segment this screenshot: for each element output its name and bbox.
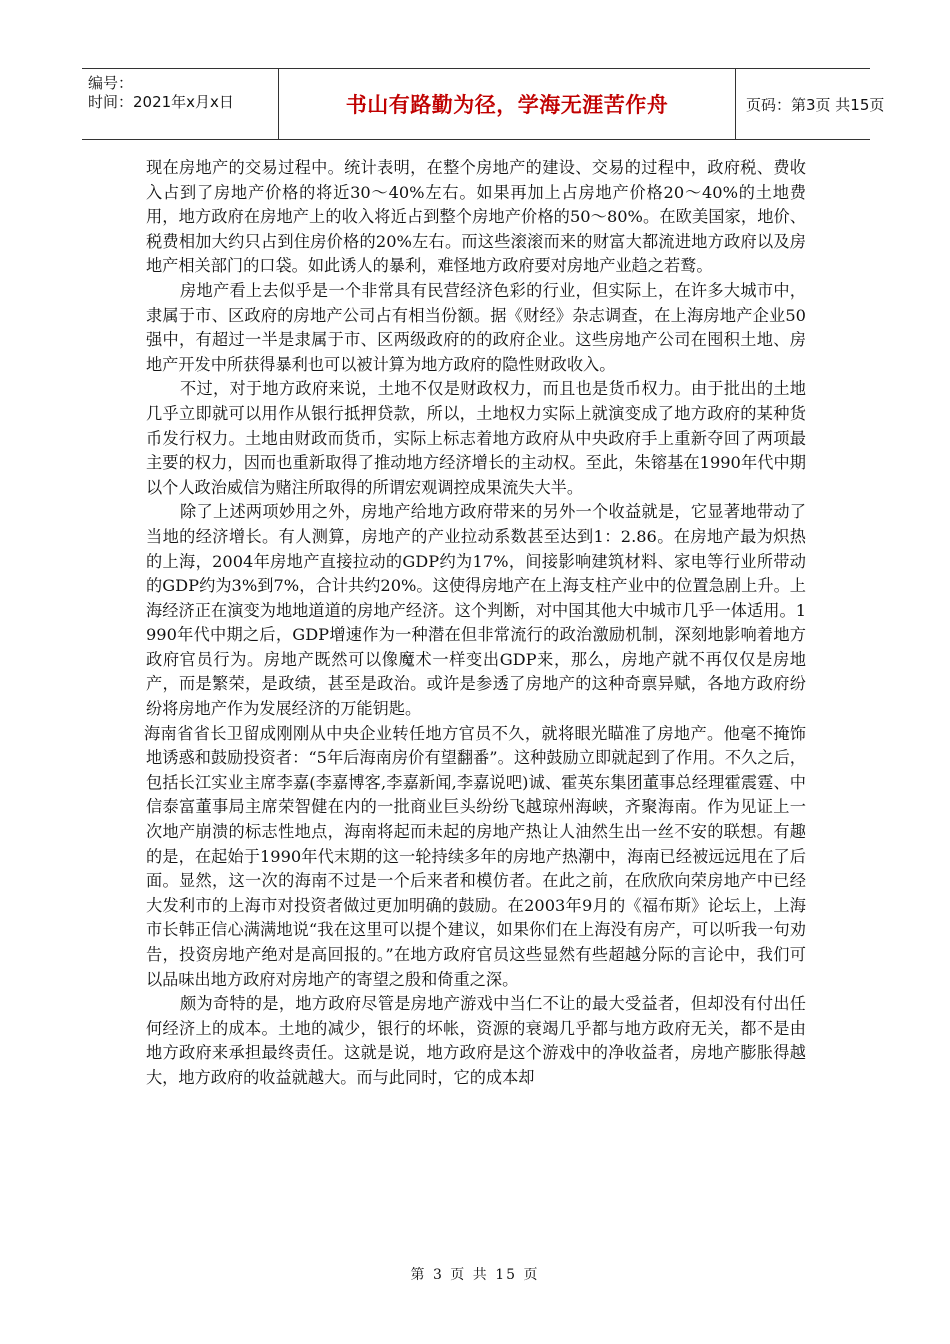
- page-header: [82, 68, 885, 140]
- document-date-label: 时间：2021年x月x日: [88, 93, 234, 111]
- header-page-info: 页码：第3页 共15页: [746, 95, 885, 114]
- document-body: [146, 156, 806, 1091]
- paragraph: 现在房地产的交易过程中。统计表明，在整个房地产的建设、交易的过程中，政府税、费收入占到了房地产价格的将近30～40%左右。如果再加上占房地产价格20～40%的土地费用，地方政府在房地产上的收入将近占到整个房地产价格的50～80%。在欧美国家，地价、税费相加大约只占到住房价格的20%左右。而这些滚滚而来的财富大都流进地方政府以及房地产相关部门的口袋。如此诱人的暴利，难怪地方政府要对房地产业趋之若鹜。: [146, 158, 806, 276]
- paragraph: 除了上述两项妙用之外，房地产给地方政府带来的另外一个收益就是，它显著地带动了当地的经济增长。有人测算，房地产的产业拉动系数甚至达到1：2.86。在房地产最为炽热的上海，2004年房地产直接拉动的GDP约为17%，间接影响建筑材料、家电等行业所带动的GDP约为3%到7%，合计共约20%。这使得房地产在上海支柱产业中的位置急剧上升。上海经济正在演变为地地道道的房地产经济。这个判断，对中国其他大中城市几乎一体适用。1990年代中期之后，GDP增速作为一种潜在但非常流行的政治激励机制，深刻地影响着地方政府官员行为。房地产既然可以像魔术一样变出GDP来，那么，房地产就不再仅仅是房地产，而是繁荣，是政绩，甚至是政治。或许是参透了房地产的这种奇禀异赋，各地方政府纷纷将房地产作为发展经济的万能钥匙。: [146, 502, 806, 719]
- header-meta: [82, 69, 278, 139]
- header-motto-cell: [278, 69, 736, 139]
- paragraph: 房地产看上去似乎是一个非常具有民营经济色彩的行业，但实际上，在许多大城市中，隶属于市、区政府的房地产公司占有相当份额。据《财经》杂志调查，在上海房地产企业50强中，有超过一半是隶属于市、区两级政府的的政府企业。这些房地产公司在囤积土地、房地产开发中所获得暴利也可以被计算为地方政府的隐性财政收入。: [146, 280, 806, 374]
- paragraph: 不过，对于地方政府来说，土地不仅是财政权力，而且也是货币权力。由于批出的土地几乎立即就可以用作从银行抵押贷款，所以，土地权力实际上就演变成了地方政府的某种货币发行权力。土地由财政而货币，实际上标志着地方政府从中央政府手上重新夺回了两项最主要的权力，因而也重新取得了推动地方经济增长的主动权。至此，朱镕基在1990年代中期以个人政治威信为赌注所取得的所谓宏观调控成果流失大半。: [146, 379, 806, 497]
- header-motto: 书山有路勤为径，学海无涯苦作舟: [345, 93, 669, 117]
- page-footer: 第 3 页 共 15 页: [410, 1267, 540, 1283]
- document-number-label: 编号：: [88, 74, 134, 92]
- paragraph: 颇为奇特的是，地方政府尽管是房地产游戏中当仁不让的最大受益者，但却没有付出任何经济上的成本。土地的减少，银行的坏帐，资源的衰竭几乎都与地方政府无关，都不是由地方政府来承担最终责任。这就是说，地方政府是这个游戏中的净收益者，房地产膨胀得越大，地方政府的收益就越大。而与此同时，它的成本却: [146, 994, 806, 1087]
- paragraph: 海南省省长卫留成刚刚从中央企业转任地方官员不久，就将眼光瞄准了房地产。他毫不掩饰地诱惑和鼓励投资者：“5年后海南房价有望翻番”。这种鼓励立即就起到了作用。不久之后，包括长江实业主席李嘉(李嘉博客,李嘉新闻,李嘉说吧)诚、霍英东集团董事总经理霍震霆、中信泰富董事局主席荣智健在内的一批商业巨头纷纷飞越琼州海峡，齐聚海南。作为见证上一次地产崩溃的标志性地点，海南将起而未起的房地产热让人油然生出一丝不安的联想。有趣的是，在起始于1990年代末期的这一轮持续多年的房地产热潮中，海南已经被远远甩在了后面。显然，这一次的海南不过是一个后来者和模仿者。在此之前，在欣欣向荣房地产中已经大发利市的上海市对投资者做过更加明确的鼓励。在2003年9月的《福布斯》论坛上，上海市长韩正信心满满地说“我在这里可以提个建议，如果你们在上海没有房产，可以听我一句劝告，投资房地产绝对是高回报的。”在地方政府官员这些显然有些超越分际的言论中，我们可以品味出地方政府对房地产的寄望之殷和倚重之深。: [144, 723, 806, 989]
